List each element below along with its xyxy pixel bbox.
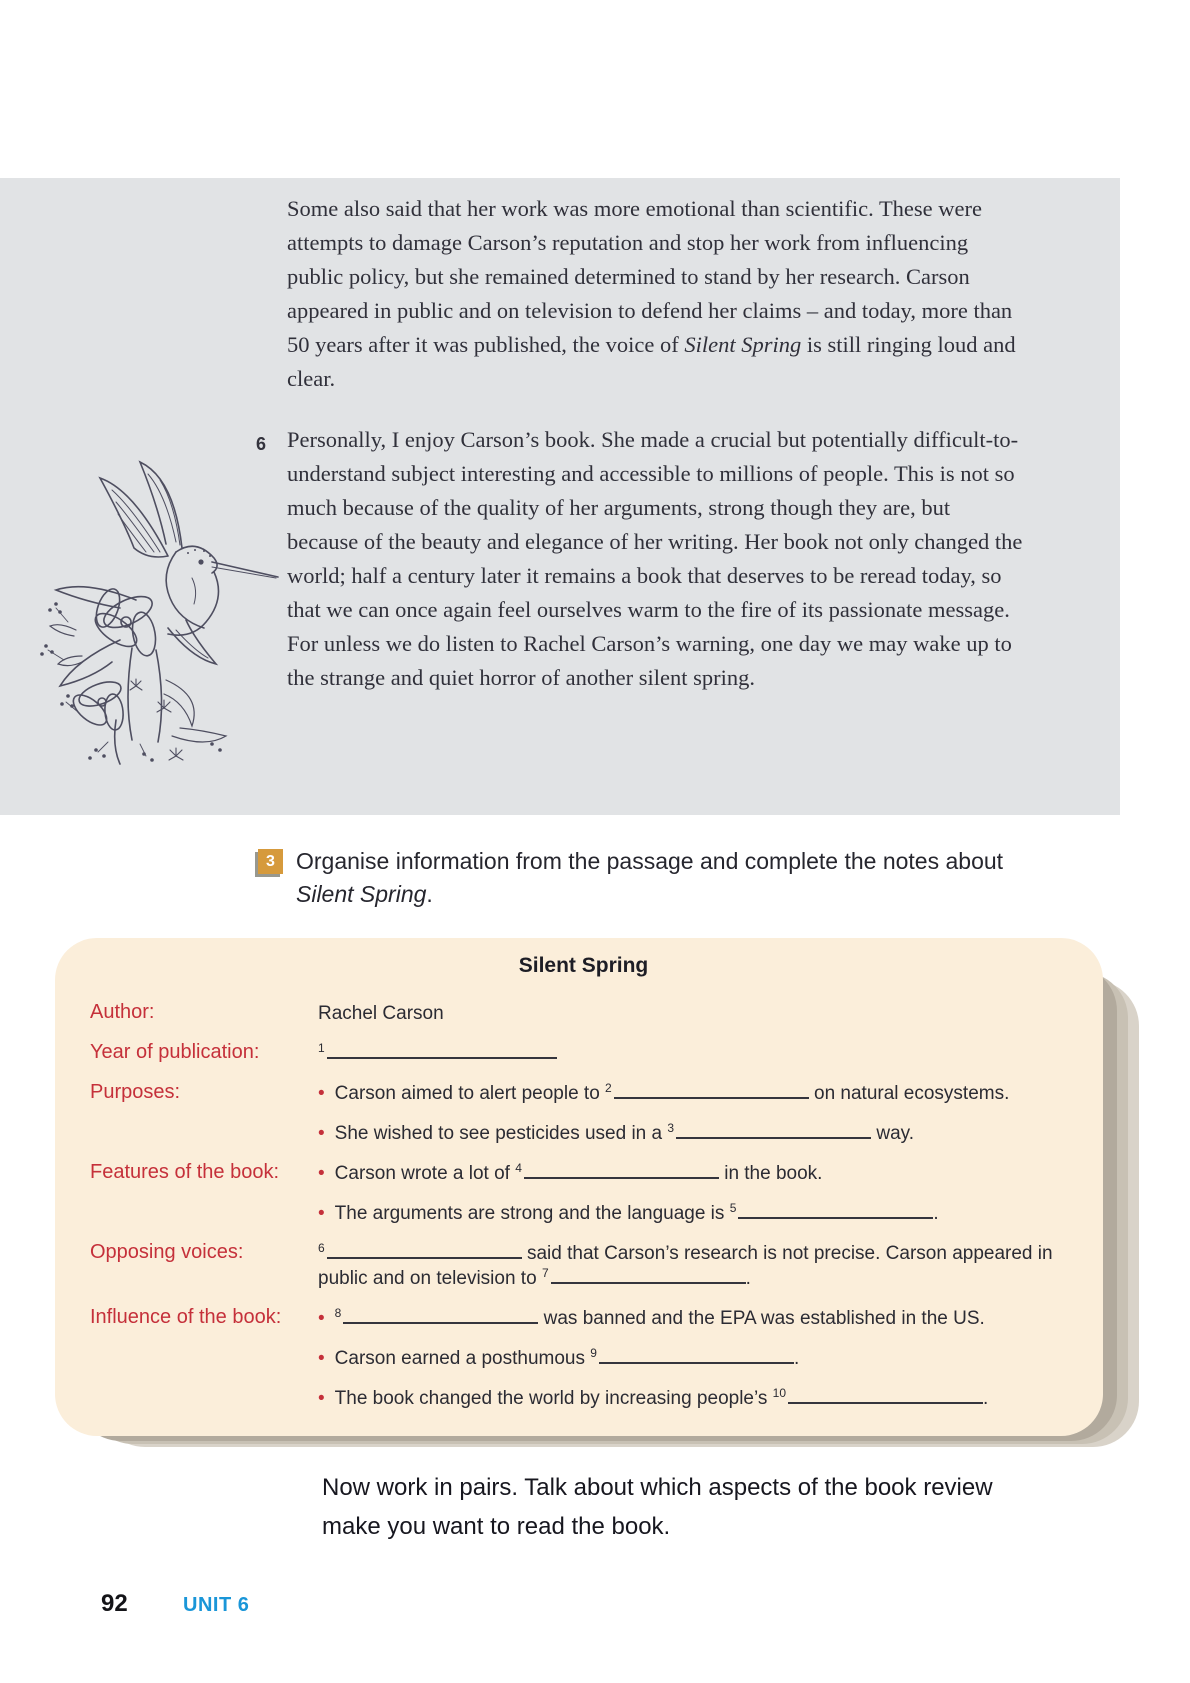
passage-paragraph-6 (256, 423, 1024, 695)
para6-text: Personally, I enjoy Carson’s book. She made a crucial but potentially difficult-to-understand subject interesting and accessible to millions of people. This is not so much because of the quality of her arguments, strong though they are, but because of the beauty and elegance of her writing. Her book not only changed the world; half a century later it remains a book that deserves to be reread today, so that we can once again feel ourselves warm to the fire of its passionate message. For unless we do listen to Rachel Carson’s warning, one day we may wake up to the strange and quiet horror of another silent spring. (287, 427, 1023, 690)
influence-2-end: . (793, 1348, 800, 1369)
instruction-period: . (426, 881, 433, 907)
bullet-icon: • (318, 1308, 325, 1329)
answer-blank-7[interactable] (551, 1271, 746, 1284)
answer-blank-5[interactable] (738, 1206, 933, 1219)
purpose-1-end: on natural ecosystems. (808, 1083, 1010, 1104)
blank-number-7: 7 (541, 1265, 549, 1280)
card-notes-grid (90, 994, 1077, 1419)
features-label: Features of the book: (90, 1161, 280, 1183)
answer-blank-8[interactable] (343, 1311, 538, 1324)
hummingbird-illustration (16, 450, 294, 770)
bullet-icon: • (318, 1083, 325, 1104)
bullet-icon: • (318, 1123, 325, 1144)
influence-line-2 (318, 1339, 1077, 1379)
bullet-icon: • (318, 1388, 325, 1409)
year-line (318, 1034, 1077, 1074)
pairwork-instruction: Now work in pairs. Talk about which aspects of the book review make you want to read the book. (322, 1474, 993, 1540)
exercise-3 (258, 845, 1038, 911)
feature-2-end: . (933, 1203, 939, 1224)
influence-1-end: was banned and the EPA was established in the US. (538, 1308, 985, 1329)
influence-line-3 (318, 1379, 1077, 1419)
paragraph-number: 6 (256, 434, 267, 454)
feature-1-text: Carson wrote a lot of (334, 1163, 516, 1184)
bullet-icon: • (318, 1348, 325, 1369)
purpose-line-1 (318, 1074, 1077, 1114)
blank-number-9: 9 (590, 1345, 597, 1360)
feature-2-text: The arguments are strong and the language is (334, 1203, 730, 1224)
empty-label (90, 1114, 318, 1154)
answer-blank-3[interactable] (676, 1126, 871, 1139)
unit-label: UNIT 6 (183, 1594, 250, 1616)
exercise-number-badge: 3 (258, 849, 283, 874)
blank-number-6: 6 (318, 1240, 325, 1255)
purpose-2-end: way. (871, 1123, 914, 1144)
opposing-line (318, 1234, 1077, 1299)
answer-blank-6[interactable] (327, 1246, 522, 1259)
empty-label (90, 1194, 318, 1234)
feature-line-2 (318, 1194, 1077, 1234)
opposing-end: . (745, 1268, 751, 1289)
opposing-label: Opposing voices: (90, 1241, 244, 1263)
bullet-icon: • (318, 1203, 325, 1224)
exercise-instruction (296, 845, 1038, 911)
purpose-2-text: She wished to see pesticides used in a (334, 1123, 668, 1144)
answer-blank-1[interactable] (327, 1046, 557, 1059)
purposes-label: Purposes: (90, 1081, 181, 1103)
influence-3-end: . (983, 1388, 989, 1409)
influence-line-1 (318, 1299, 1077, 1339)
blank-number-5: 5 (729, 1200, 737, 1215)
influence-label: Influence of the book: (90, 1306, 282, 1328)
instruction-text: Organise information from the passage and complete the notes about (296, 848, 1004, 874)
para5-text-end: is still ringing loud and clear. (287, 332, 1016, 391)
answer-blank-9[interactable] (599, 1351, 794, 1364)
page-number: 92 (101, 1590, 128, 1617)
opposing-text: said that Carson’s research is not precise. Carson appeared in public and on television to (318, 1243, 1053, 1289)
bullet-icon: • (318, 1163, 325, 1184)
author-label: Author: (90, 1001, 155, 1023)
card-title: Silent Spring (518, 954, 649, 977)
answer-blank-10[interactable] (788, 1391, 983, 1404)
influence-2-text: Carson earned a posthumous (334, 1348, 591, 1369)
blank-number-10: 10 (772, 1385, 787, 1400)
empty-label (90, 1339, 318, 1379)
feature-1-end: in the book. (718, 1163, 823, 1184)
reading-passage (256, 192, 1024, 722)
instruction-book-title: Silent Spring (296, 881, 427, 907)
purpose-line-2 (318, 1114, 1077, 1154)
blank-number-2: 2 (605, 1080, 612, 1095)
blank-number-1: 1 (318, 1040, 325, 1055)
book-title-italic: Silent Spring (684, 332, 802, 357)
answer-blank-4[interactable] (524, 1166, 719, 1179)
blank-number-4: 4 (515, 1160, 522, 1175)
blank-number-8: 8 (334, 1305, 342, 1320)
empty-label (90, 1379, 318, 1419)
notes-card-stack (55, 938, 1103, 1436)
year-label: Year of publication: (90, 1041, 260, 1063)
para5-text: Some also said that her work was more emotional than scientific. These were attempts to damage Carson’s reputation and stop her work from influencing public policy, but she remained determined to stand by her research. Carson appeared in public and on television to defend her claims – and today, more than 50 years after it was published, the voice of (287, 196, 1013, 357)
answer-blank-2[interactable] (614, 1086, 809, 1099)
passage-paragraph-5 (287, 192, 1024, 396)
blank-number-3: 3 (667, 1120, 675, 1135)
author-value: Rachel Carson (318, 1003, 444, 1024)
purpose-1-text: Carson aimed to alert people to (334, 1083, 606, 1104)
feature-line-1 (318, 1154, 1077, 1194)
notes-card (55, 938, 1103, 1436)
influence-3-text: The book changed the world by increasing people’s (334, 1388, 773, 1409)
